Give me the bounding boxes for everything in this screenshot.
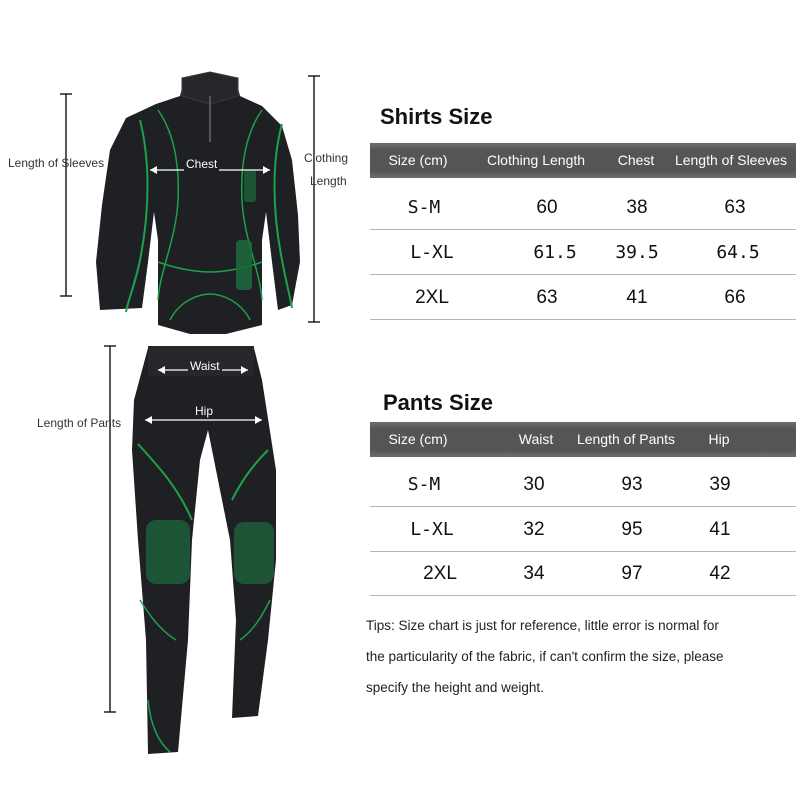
label-clothing-length: Clothing	[304, 151, 349, 165]
cell-size: 2XL	[415, 287, 449, 308]
label-length-of-pants: Length of Pants	[37, 416, 122, 430]
table-header	[370, 422, 796, 457]
table-row	[370, 509, 796, 552]
label-hip: Hip	[195, 404, 214, 418]
cell-waist: 32	[523, 519, 545, 540]
cell-length-of-pants: 95	[621, 519, 643, 540]
table-row	[370, 464, 796, 507]
cell-hip: 39	[709, 474, 731, 495]
label-waist: Waist	[190, 359, 220, 373]
header-chest: Chest	[617, 152, 655, 168]
pants-image	[104, 346, 276, 754]
header-length-of-pants: Length of Pants	[576, 431, 676, 447]
cell-length-of-sleeves: 66	[724, 287, 746, 308]
cell-hip: 41	[709, 519, 731, 540]
cell-size: 2XL	[423, 563, 457, 584]
tips-line-3: specify the height and weight.	[366, 680, 544, 695]
table-row	[370, 232, 796, 275]
cell-length-of-pants: 97	[621, 563, 643, 584]
header-length-of-sleeves: Length of Sleeves	[674, 152, 788, 168]
header-hip: Hip	[708, 431, 730, 447]
label-length-of-sleeves: Length of Sleeves	[8, 156, 105, 170]
table-row	[370, 187, 796, 230]
cell-size: S-M	[407, 474, 441, 495]
cell-waist: 34	[523, 563, 545, 584]
cell-length-of-sleeves: 63	[724, 197, 746, 218]
pants-size-title: Pants Size	[383, 390, 494, 415]
label-chest: Chest	[186, 157, 218, 171]
cell-clothing-length: 61.5	[533, 242, 577, 263]
cell-size: S-M	[407, 197, 441, 218]
cell-length-of-sleeves: 64.5	[716, 242, 760, 263]
table-row	[370, 277, 796, 320]
cell-chest: 41	[626, 287, 648, 308]
shirt-image	[60, 72, 320, 334]
header-waist: Waist	[518, 431, 554, 447]
cell-size: L-XL	[410, 242, 454, 263]
size-tips-note	[366, 610, 796, 703]
cell-chest: 39.5	[615, 242, 659, 263]
cell-hip: 42	[709, 563, 731, 584]
cell-size: L-XL	[410, 519, 454, 540]
cell-chest: 38	[626, 197, 648, 218]
label-clothing-length-line2: Length	[310, 174, 347, 188]
header-clothing-length: Clothing Length	[486, 152, 586, 168]
tips-line-2: the particularity of the fabric, if can't confirm the size, please	[366, 649, 724, 664]
table-header	[370, 143, 796, 178]
tips-line-1: Tips: Size chart is just for reference, little error is normal for	[366, 618, 719, 633]
header-size: Size (cm)	[388, 431, 448, 447]
cell-clothing-length: 60	[536, 197, 558, 218]
cell-length-of-pants: 93	[621, 474, 643, 495]
table-row	[370, 553, 796, 596]
cell-waist: 30	[523, 474, 545, 495]
shirts-size-title: Shirts Size	[380, 104, 493, 129]
cell-clothing-length: 63	[536, 287, 558, 308]
header-size: Size (cm)	[388, 152, 448, 168]
